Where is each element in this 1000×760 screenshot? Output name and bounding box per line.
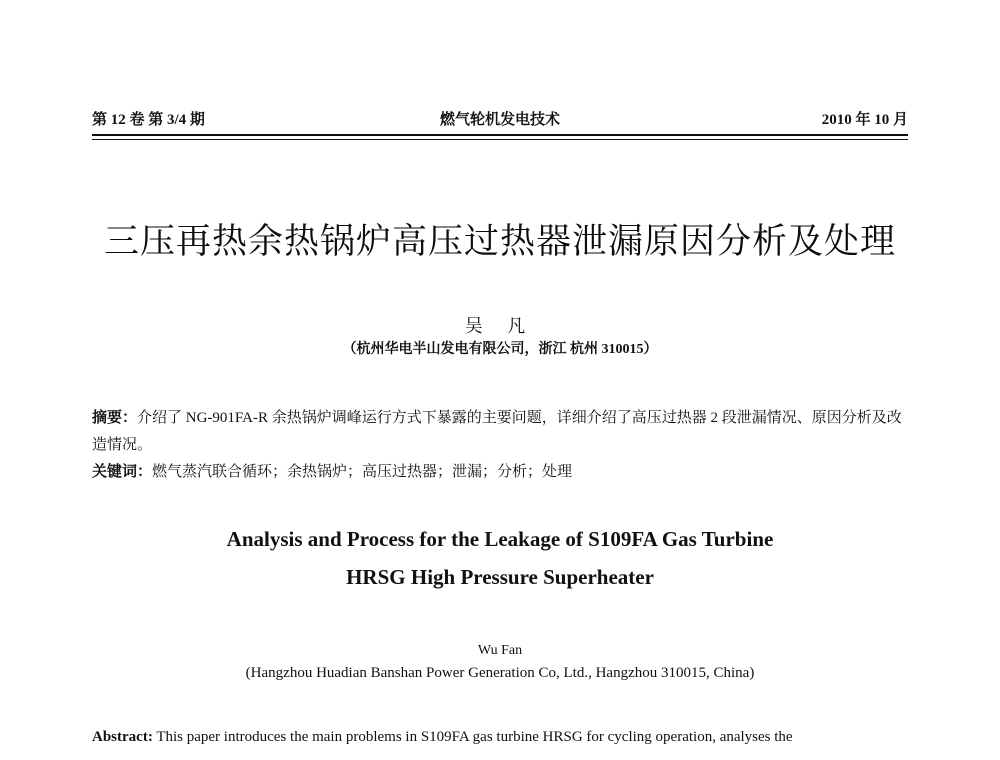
abstract-cn-label: 摘要：: [92, 408, 138, 426]
author-cn: 吴 凡: [464, 316, 536, 336]
header-date: 2010 年 10 月: [821, 112, 908, 128]
keywords-cn-label: 关键词：: [92, 462, 153, 480]
paper-title-en-line1: Analysis and Process for the Leakage of S109FA Gas Turbine: [226, 527, 774, 551]
abstract-en: [92, 729, 908, 746]
abstract-cn-text: 介绍了 NG-901FA-R 余热锅炉调峰运行方式下暴露的主要问题，详细介绍了高压过热器 2 段泄漏情况、原因分析及改造情况。: [92, 410, 902, 453]
paper-title-en: [0, 520, 1000, 596]
abstract-en-text: This paper introduces the main problems in S109FA gas turbine HRSG for cycling operation, analyses the: [156, 729, 793, 745]
keywords-cn: [92, 460, 908, 481]
running-header: [92, 108, 908, 132]
header-volume-issue: 第 12 卷 第 3/4 期: [92, 112, 205, 128]
header-journal-name: 燃气轮机发电技术: [439, 112, 560, 128]
paper-title-en-line2: HRSG High Pressure Superheater: [346, 565, 654, 589]
keywords-cn-text: 燃气蒸汽联合循环；余热锅炉；高压过热器；泄漏；分析；处理: [152, 464, 573, 480]
abstract-en-label: Abstract:: [92, 729, 153, 745]
author-en: Wu Fan: [477, 643, 523, 658]
affiliation-en: (Hangzhou Huadian Banshan Power Generation Co, Ltd., Hangzhou 310015, China): [245, 665, 755, 681]
abstract-cn: [92, 404, 908, 459]
header-rule-thin: [92, 139, 908, 140]
affiliation-cn: （杭州华电半山发电有限公司，浙江 杭州 310015）: [342, 342, 658, 357]
paper-title-cn: 三压再热余热锅炉高压过热器泄漏原因分析及处理: [103, 222, 896, 262]
header-rule-thick: [92, 134, 908, 136]
